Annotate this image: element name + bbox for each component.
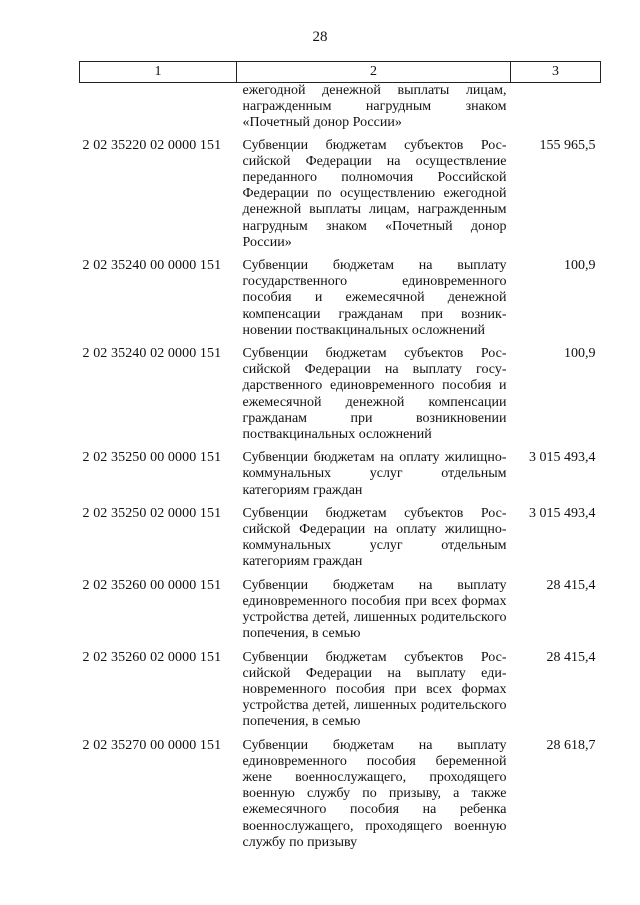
table-row <box>80 738 601 858</box>
description-cell: Субвенции бюджетам субъектов Российской Федерации на оплату жилищно-коммунальных услуг отдельным категориям граждан <box>242 505 507 570</box>
amount-cell <box>511 83 601 138</box>
amount-cell: 100,9 <box>564 258 596 274</box>
budget-code-cell: 2 02 35250 02 0000 151 <box>82 505 222 521</box>
budget-code-cell: 2 02 35250 00 0000 151 <box>82 450 222 466</box>
budget-code-cell: 2 02 35240 02 0000 151 <box>82 346 222 362</box>
table-row <box>80 138 601 258</box>
description-cell: Субвенции бюджетам субъектов Российской Федерации на осуществление переданного полномочия Российской Федерации по осуществлению ежегодной денежной выплаты лицам, награжденным нагрудным знаком «Почетный донор России» <box>242 137 507 250</box>
description-cell: Субвенции бюджетам на выплату единовременного пособия при всех формах устройства детей, лишенных родительского попечения, в семью <box>242 577 507 642</box>
column-header-code: 1 <box>80 62 237 83</box>
description-cell: ежегодной денежной выплаты лицам, награжденным нагрудным знаком «Почетный донор России» <box>242 83 507 131</box>
amount-cell: 28 618,7 <box>546 737 596 753</box>
description-cell: Субвенции бюджетам на оплату жилищно-коммунальных услуг отдельным категориям граждан <box>242 450 507 498</box>
table-body <box>80 83 601 858</box>
budget-code-cell: 2 02 35260 00 0000 151 <box>82 577 222 593</box>
table-row <box>80 506 601 578</box>
amount-cell: 3 015 493,4 <box>529 505 596 521</box>
budget-code-cell: 2 02 35220 02 0000 151 <box>82 137 222 153</box>
description-cell: Субвенции бюджетам субъектов Российской Федерации на выплату государственного единовременного пособия и ежемесячной денежной компенсации гражданам при возникновении поствакцинальных осложнений <box>242 346 507 443</box>
column-number-row <box>80 62 601 83</box>
budget-code-cell <box>80 83 237 138</box>
amount-cell: 155 965,5 <box>539 137 596 153</box>
budget-code-cell: 2 02 35240 00 0000 151 <box>82 258 222 274</box>
table-row <box>80 258 601 346</box>
amount-cell: 28 415,4 <box>546 649 596 665</box>
column-header-amount: 3 <box>511 62 601 83</box>
budget-code-cell: 2 02 35270 00 0000 151 <box>82 737 222 753</box>
amount-cell: 3 015 493,4 <box>529 450 596 466</box>
budget-revenue-table <box>79 61 601 858</box>
description-cell: Субвенции бюджетам на выплату государственного единовременного пособия и ежемесячной денежной компенсации гражданам при возникновении поствакцинальных осложнений <box>242 258 507 338</box>
budget-code-cell: 2 02 35260 02 0000 151 <box>82 649 222 665</box>
description-cell: Субвенции бюджетам на выплату единовременного пособия беременной жене военнослужащего, проходящего военную службу по призыву, а также ежемесячного пособия на ребенка военнослужащего, проходящего военную службу по призыву <box>242 737 507 850</box>
page-number: 28 <box>312 29 328 45</box>
table-row <box>80 346 601 450</box>
description-cell: Субвенции бюджетам субъектов Российской Федерации на выплату единовременного пособия при всех формах устройства детей, лишенных родительского попечения, в семью <box>242 649 507 730</box>
amount-cell: 28 415,4 <box>546 577 596 593</box>
table-row <box>80 650 601 738</box>
table-row-continuation <box>80 83 601 138</box>
table-row <box>80 450 601 506</box>
column-header-description: 2 <box>237 62 511 83</box>
table-row <box>80 578 601 650</box>
amount-cell: 100,9 <box>564 346 596 362</box>
table-header <box>80 62 601 83</box>
